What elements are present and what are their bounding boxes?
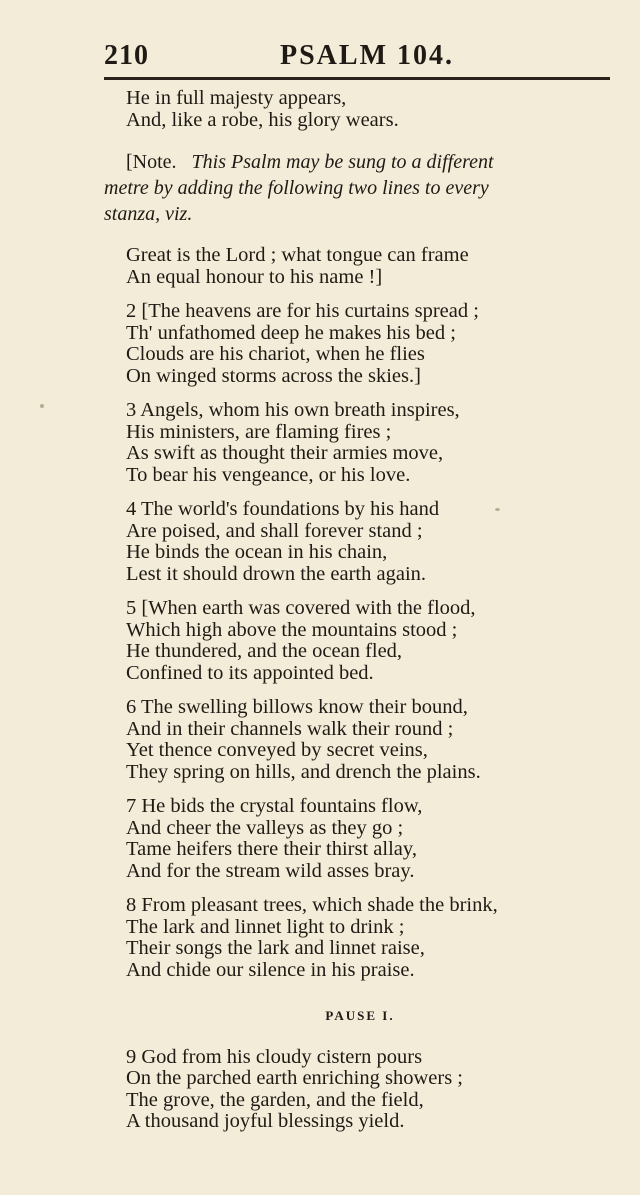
paper-speck [495,508,500,511]
verse-line: And chide our silence in his praise. [126,958,415,981]
stanza-5 [104,598,616,684]
note-italic: metre by adding the following two lines to every [104,177,489,199]
verse-line: And in their channels walk their round ; [126,717,454,740]
verse-line: The lark and linnet light to drink ; [126,915,405,938]
verse-line: 8 From pleasant trees, which shade the brink, [126,894,498,916]
verse-line: Confined to its appointed bed. [126,661,374,684]
verse-line: Tame heifers there their thirst allay, [126,838,417,860]
verse-line: 3 Angels, whom his own breath inspires, [126,399,460,421]
header-rule [104,77,610,80]
verse-line: 6 The swelling billows know their bound, [126,696,468,718]
verse-line: The grove, the garden, and the field, [126,1088,424,1111]
paper-speck [40,404,44,408]
stanza-6 [104,697,616,783]
page-title: PSALM 104. [280,40,454,71]
stanza-7 [104,796,616,882]
verse-line: Which high above the mountains stood ; [126,618,458,641]
page-number: 210 [104,40,149,71]
verse-line: Clouds are his chariot, when he flies [126,343,425,365]
stanza-8 [104,895,616,981]
pause-heading: PAUSE I. [325,1008,395,1023]
verse-line: And, like a robe, his glory wears. [126,108,399,131]
note-italic: stanza, viz. [104,203,193,225]
verse-line: 2 [The heavens are for his curtains spread ; [126,300,479,322]
verse-line: 5 [When earth was covered with the flood, [126,597,476,619]
note-line [104,201,616,227]
verse-line: Great is the Lord ; what tongue can frame [126,244,469,266]
verse-line: To bear his vengeance, or his love. [126,463,411,486]
note-line [104,149,616,175]
verse-line: And cheer the valleys as they go ; [126,816,404,839]
verse-line: On winged storms across the skies.] [126,364,421,387]
verse-line: He binds the ocean in his chain, [126,541,388,563]
note-line [104,175,616,201]
verse-line: On the parched earth enriching showers ; [126,1067,463,1089]
verse-line: A thousand joyful blessings yield. [126,1110,405,1132]
psalm-text [104,88,616,1133]
verse-line: An equal honour to his name !] [126,265,383,288]
verse-line: His ministers, are flaming fires ; [126,420,392,443]
verse-line: Are poised, and shall forever stand ; [126,519,423,542]
verse-line: 7 He bids the crystal fountains flow, [126,795,423,817]
opening-lines [104,88,616,131]
verse-line: They spring on hills, and drench the plains. [126,760,481,783]
stanza-2 [104,301,616,387]
verse-line: Lest it should drown the earth again. [126,562,427,585]
verse-line: Their songs the lark and linnet raise, [126,937,425,959]
note-prefix: [Note. [126,151,177,173]
verse-line: He thundered, and the ocean fled, [126,640,403,662]
verse-line: Th' unfathomed deep he makes his bed ; [126,321,456,344]
verse-line: As swift as thought their armies move, [126,442,444,464]
note-italic: This Psalm may be sung to a different [191,151,494,173]
stanza-3 [104,400,616,486]
refrain [104,245,616,288]
verse-line: 4 The world's foundations by his hand [126,498,440,520]
stanza-4 [104,499,616,585]
verse-line: He in full majesty appears, [126,87,347,109]
stanza-9 [104,1047,616,1133]
note-paragraph [104,149,616,227]
verse-line: And for the stream wild asses bray. [126,859,415,882]
page-header [104,40,604,80]
verse-line: 9 God from his cloudy cistern pours [126,1045,423,1068]
verse-line: Yet thence conveyed by secret veins, [126,739,428,761]
